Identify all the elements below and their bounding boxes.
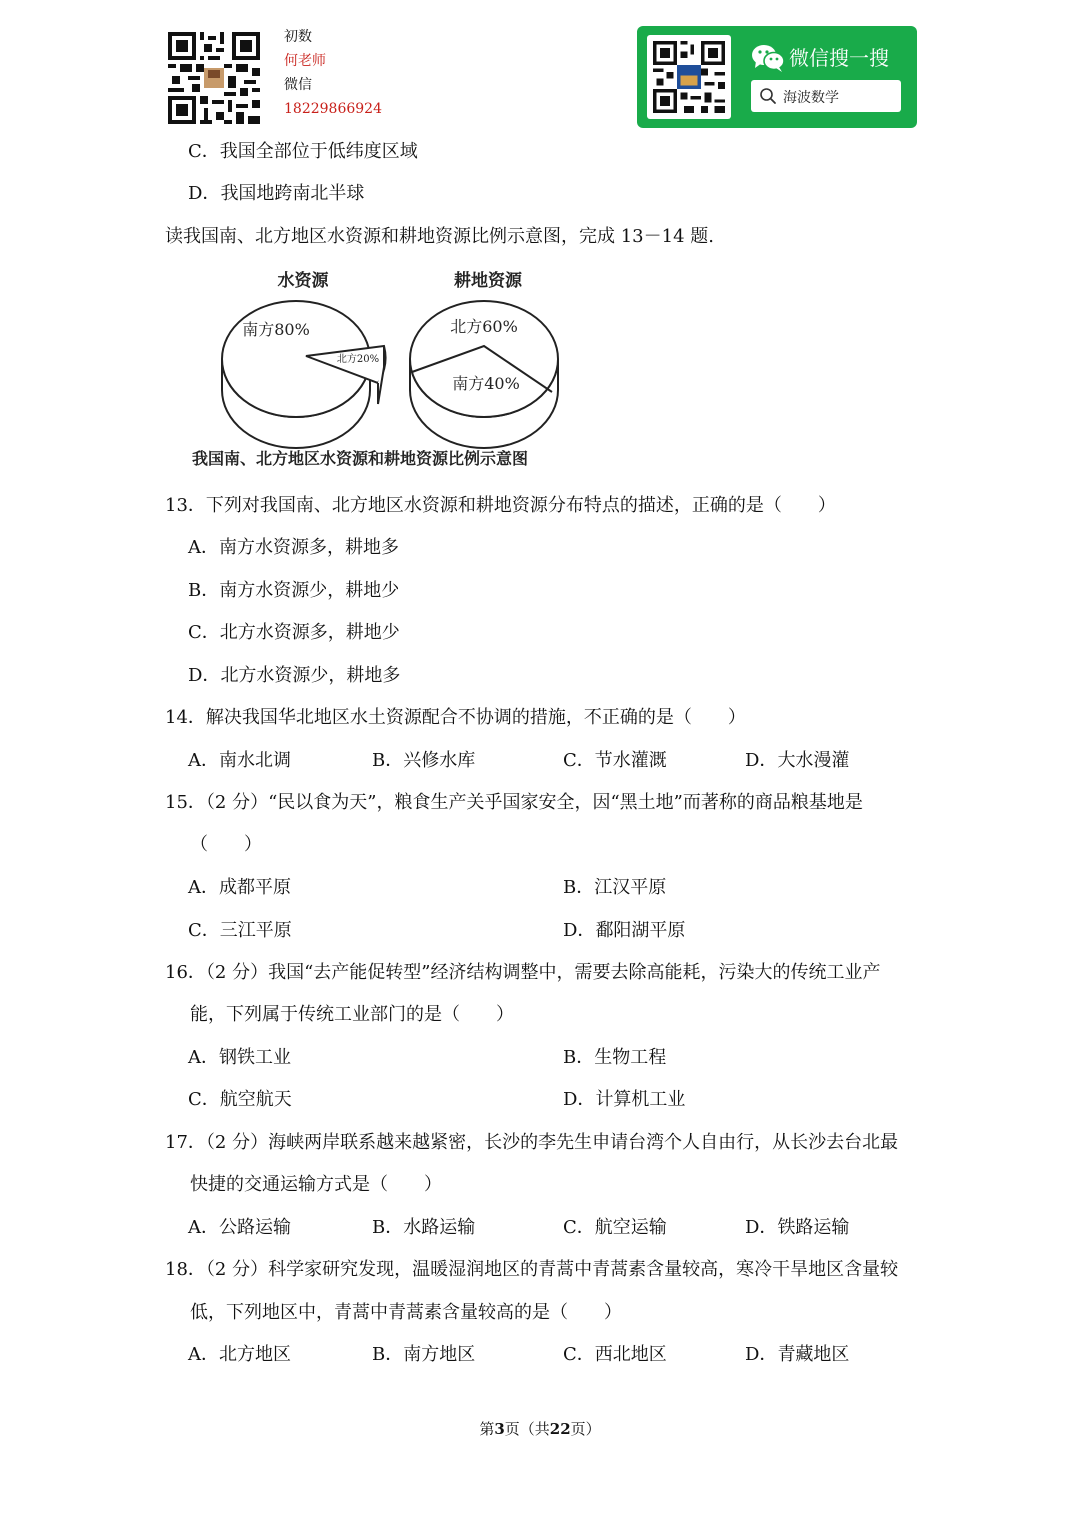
option-text: 鄱阳湖平原: [595, 920, 686, 941]
page-footer: [0, 1418, 1080, 1439]
option-text: 水路运输: [403, 1217, 476, 1238]
option-text: 我国地跨南北半球: [220, 183, 365, 204]
q15-stem: 15．（2 分）“民以食为天”，粮食生产关乎国家安全，因“黑土地”而著称的商品粮基地是: [165, 792, 863, 813]
q16-stem-cont: 能，下列属于传统工业部门的是（ ）: [190, 1004, 514, 1025]
q13-stem: 13．下列对我国南、北方地区水资源和耕地资源分布特点的描述，正确的是（ ）: [165, 495, 836, 516]
q15-option-d[interactable]: [563, 920, 685, 942]
page-total: 22: [549, 1420, 571, 1438]
q18-option-d[interactable]: [745, 1344, 849, 1366]
option-letter: D．: [745, 1217, 778, 1238]
q14-option-b[interactable]: [372, 750, 475, 772]
q15-option-b[interactable]: [563, 877, 666, 899]
q17-option-d[interactable]: [745, 1217, 849, 1239]
q13-option-d[interactable]: [188, 665, 400, 687]
option-text: 三江平原: [219, 920, 292, 941]
land-north-label: 北方60%: [450, 317, 518, 336]
option-text: 公路运输: [219, 1217, 291, 1238]
option-text: 生物工程: [594, 1047, 667, 1068]
option-letter: D．: [563, 920, 596, 941]
option-letter: B．: [372, 1344, 404, 1365]
option-text: 西北地区: [594, 1344, 667, 1365]
option-letter: D．: [188, 665, 221, 686]
search-icon: [759, 87, 777, 105]
option-text: 航空航天: [219, 1089, 292, 1110]
option-letter: B．: [372, 1217, 404, 1238]
option-text: 北方水资源少，耕地多: [220, 665, 401, 686]
resource-ratio-figure: [188, 262, 608, 476]
wechat-logo-icon: [751, 43, 785, 73]
land-title: 耕地资源: [454, 271, 522, 291]
option-text: 南方地区: [403, 1344, 476, 1365]
water-north-label: 北方20%: [336, 354, 380, 365]
q17-stem-cont: 快捷的交通运输方式是（ ）: [190, 1174, 442, 1195]
footer-middle: 页（共: [504, 1420, 550, 1438]
contact-phone: 18229866924: [284, 101, 382, 117]
option-text: 北方水资源多，耕地少: [219, 622, 400, 643]
q13-option-a[interactable]: [188, 537, 399, 559]
option-text: 兴修水库: [403, 750, 476, 771]
option-letter: A．: [188, 877, 219, 898]
option-text: 钢铁工业: [219, 1047, 291, 1068]
option-letter: C．: [188, 920, 220, 941]
q12-option-c[interactable]: [188, 141, 418, 163]
option-text: 铁路运输: [777, 1217, 850, 1238]
footer-suffix: 页）: [570, 1420, 601, 1438]
option-letter: B．: [188, 580, 220, 601]
q18-stem: 18．（2 分）科学家研究发现，温暖湿润地区的青蒿中青蒿素含量较高，寒冷干旱地区含量较: [165, 1259, 899, 1280]
q14-option-d[interactable]: [745, 750, 849, 772]
q16-option-a[interactable]: [188, 1047, 291, 1069]
option-letter: C．: [188, 141, 220, 162]
q14-option-c[interactable]: [563, 750, 667, 772]
q18-stem-cont: 低，下列地区中，青蒿中青蒿素含量较高的是（ ）: [190, 1302, 622, 1323]
q13-option-b[interactable]: [188, 580, 399, 602]
q13-option-c[interactable]: [188, 622, 400, 644]
option-letter: A．: [188, 1344, 219, 1365]
contact-wechat-label: 微信: [284, 77, 312, 93]
q16-option-d[interactable]: [563, 1089, 685, 1111]
option-text: 节水灌溉: [594, 750, 667, 771]
land-south-label: 南方40%: [452, 374, 520, 393]
option-letter: A．: [188, 750, 219, 771]
option-letter: D．: [745, 1344, 778, 1365]
q17-stem: 17．（2 分）海峡两岸联系越来越紧密，长沙的李先生申请台湾个人自由行，从长沙去台北最: [165, 1132, 899, 1153]
option-text: 南方水资源多，耕地多: [219, 537, 399, 558]
water-title: 水资源: [277, 271, 329, 291]
q18-option-c[interactable]: [563, 1344, 667, 1366]
option-letter: A．: [188, 1217, 219, 1238]
wechat-search-banner: [637, 26, 917, 128]
option-text: 南方水资源少，耕地少: [219, 580, 400, 601]
option-letter: C．: [188, 1089, 220, 1110]
option-text: 成都平原: [219, 877, 291, 898]
q15-option-a[interactable]: [188, 877, 291, 899]
q14-option-a[interactable]: [188, 750, 291, 772]
option-text: 航空运输: [594, 1217, 667, 1238]
option-letter: D．: [563, 1089, 596, 1110]
q15-option-c[interactable]: [188, 920, 292, 942]
q14-stem: 14．解决我国华北地区水土资源配合不协调的措施，不正确的是（ ）: [165, 707, 746, 728]
option-text: 青藏地区: [777, 1344, 850, 1365]
option-text: 我国全部位于低纬度区域: [219, 141, 418, 162]
q16-option-b[interactable]: [563, 1047, 666, 1069]
wechat-search-box[interactable]: [751, 80, 901, 112]
option-letter: B．: [372, 750, 404, 771]
option-letter: B．: [563, 877, 595, 898]
q17-option-c[interactable]: [563, 1217, 667, 1239]
q17-option-a[interactable]: [188, 1217, 291, 1239]
page-number: 3: [494, 1420, 505, 1438]
contact-line-1: 初数: [284, 29, 312, 45]
option-letter: D．: [188, 183, 221, 204]
q15-stem-cont: （ ）: [190, 834, 262, 855]
figure-caption: 我国南、北方地区水资源和耕地资源比例示意图: [192, 449, 529, 468]
water-south-label: 南方80%: [242, 320, 310, 339]
option-letter: C．: [188, 622, 220, 643]
q18-option-a[interactable]: [188, 1344, 291, 1366]
option-letter: D．: [745, 750, 778, 771]
option-text: 大水漫灌: [777, 750, 850, 771]
q16-stem: 16．（2 分）我国“去产能促转型”经济结构调整中，需要去除高能耗，污染大的传统工业产: [165, 962, 881, 983]
option-letter: A．: [188, 537, 219, 558]
option-text: 北方地区: [219, 1344, 291, 1365]
contact-qr-code: [168, 32, 260, 124]
reading-intro: 读我国南、北方地区水资源和耕地资源比例示意图，完成 13－14 题.: [165, 226, 714, 247]
option-letter: C．: [563, 1344, 595, 1365]
option-text: 计算机工业: [595, 1089, 686, 1110]
option-letter: C．: [563, 1217, 595, 1238]
option-letter: A．: [188, 1047, 219, 1068]
footer-prefix: 第: [479, 1420, 495, 1438]
q18-option-b[interactable]: [372, 1344, 475, 1366]
option-letter: B．: [563, 1047, 595, 1068]
option-text: 南水北调: [219, 750, 291, 771]
q17-option-b[interactable]: [372, 1217, 475, 1239]
wechat-search-title: 微信搜一搜: [789, 46, 889, 70]
contact-name: 何老师: [284, 53, 326, 69]
wechat-qr-code: [653, 41, 725, 113]
q16-option-c[interactable]: [188, 1089, 292, 1111]
option-text: 江汉平原: [594, 877, 667, 898]
option-letter: C．: [563, 750, 595, 771]
q12-option-d[interactable]: [188, 183, 364, 205]
wechat-search-text: 海波数学: [783, 90, 839, 106]
